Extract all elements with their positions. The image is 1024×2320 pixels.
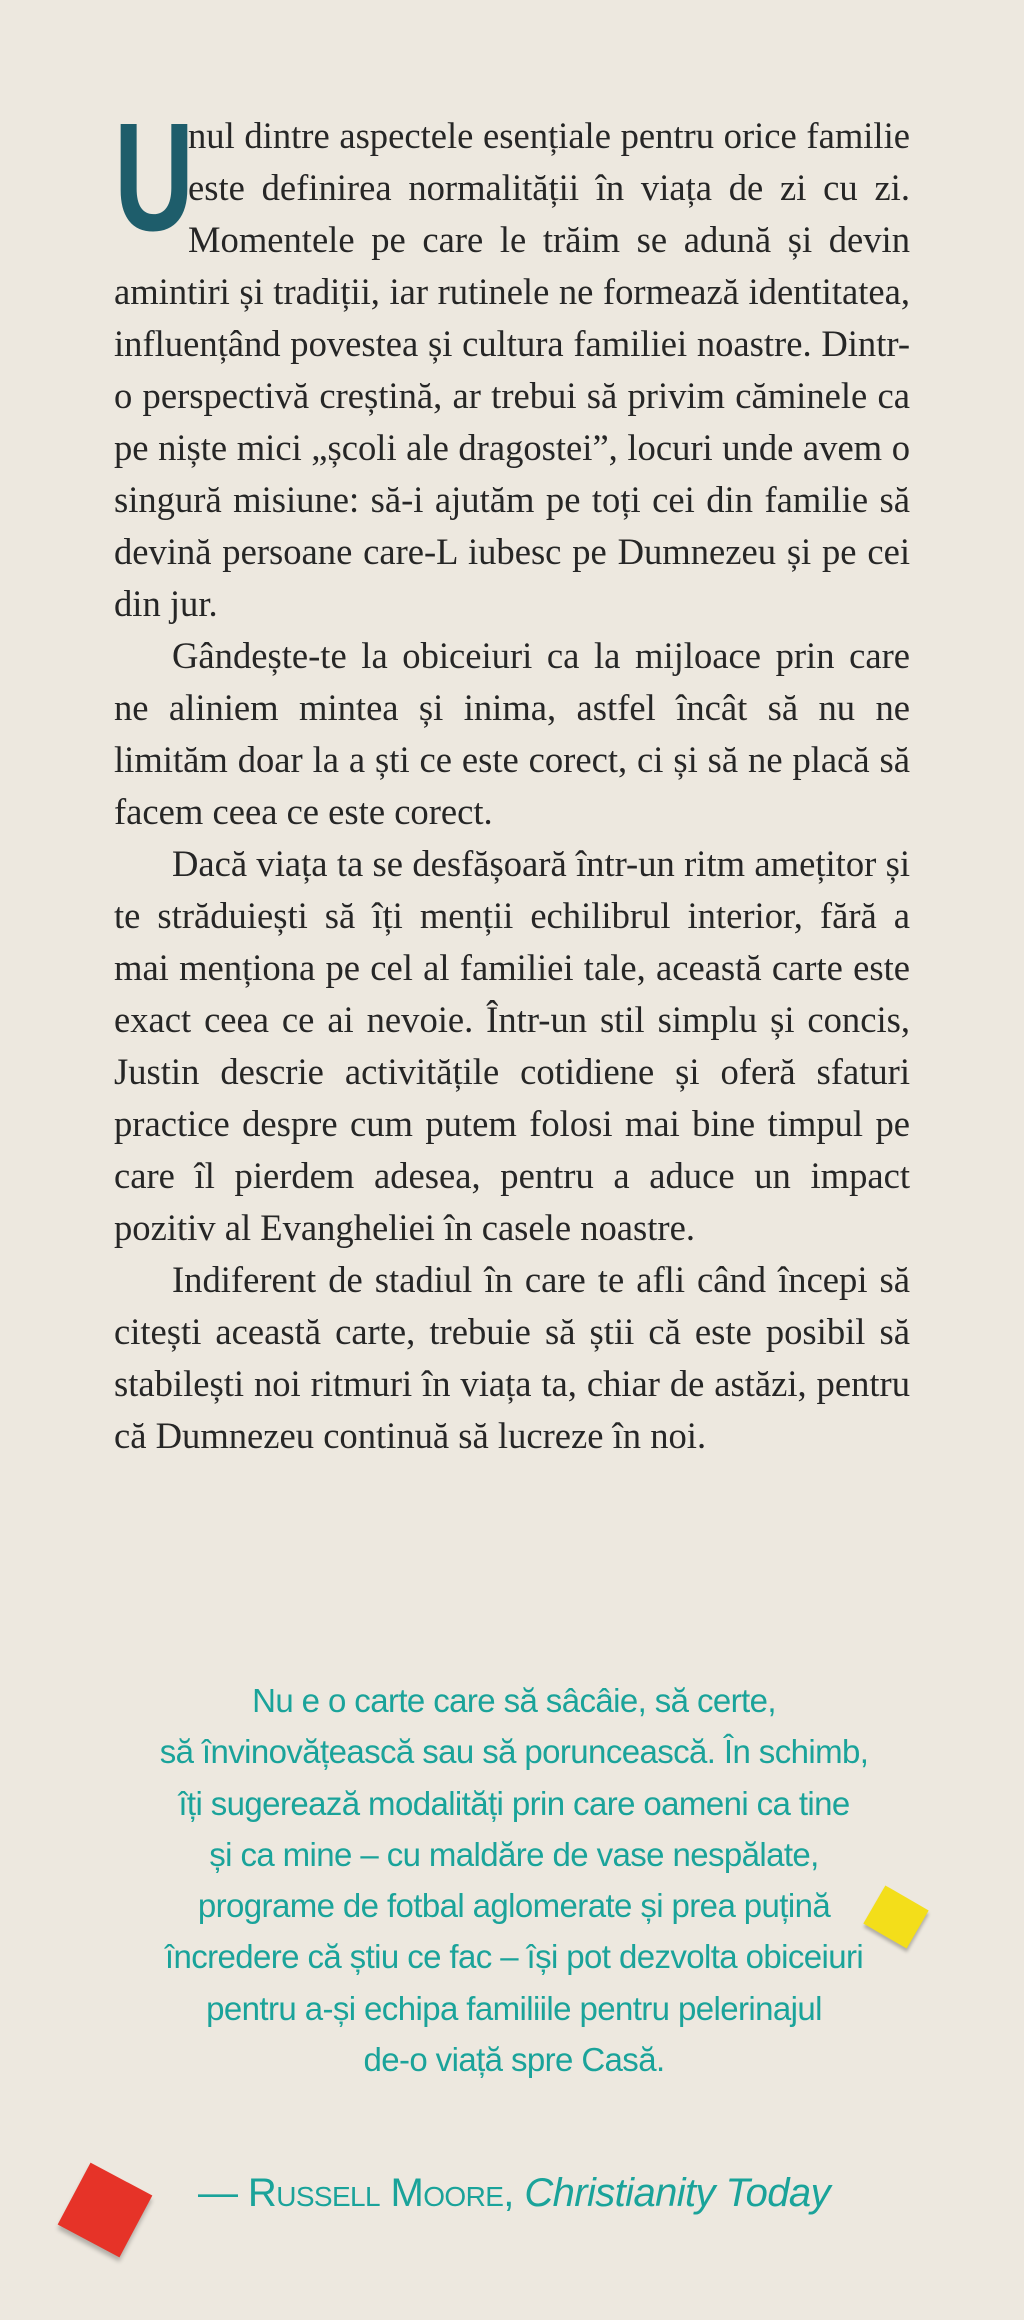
quote-line: și ca mine – cu maldăre de vase nespălate, (209, 1835, 819, 1873)
back-cover-text (114, 91, 910, 1462)
quote-attribution (124, 2165, 904, 2221)
paragraph-2: Gândește-te la obiceiuri ca la mijloace prin care ne aliniem mintea și inima, astfel încât să nu ne limităm doar la a ști ce este corect, ci și să ne placă să facem ceea ce este corect. (114, 635, 910, 832)
dropcap-letter: U (114, 91, 195, 263)
quote-line: Nu e o carte care să sâcâie, să certe, (252, 1682, 776, 1719)
attribution-source: Christianity Today (524, 2171, 830, 2215)
quote-line: de-o viață spre Casă. (363, 2041, 665, 2079)
quote-line: încredere că știu ce fac – își pot dezvolta obiceiuri (164, 1938, 864, 1976)
quote-line: pentru a-și echipa familiile pentru pelerinajul (206, 1989, 822, 2027)
quote-line: să învinovățească sau să poruncească. În schimb, (159, 1733, 869, 1771)
attribution-dash: — (198, 2171, 238, 2215)
paragraph-3: Dacă viața ta se desfășoară într-un ritm amețitor și te străduiești să îți menții echilibrul interior, fără a mai menționa pe cel al familiei tale, această carte este exact ceea ce ai nevoie. Într-un stil simplu și concis, Justin descrie activitățile cotidiene și oferă sfaturi practice despre cum putem folosi mai bine timpul pe care îl pierdem adesea, pentru a aduce un impact pozitiv al Evangheliei în casele noastre. (114, 843, 910, 1248)
quote-line: îți sugerează modalități prin care oameni ca tine (178, 1784, 850, 1822)
paragraph-1 (114, 91, 910, 630)
attribution-separator: , (503, 2171, 514, 2215)
endorsement-quote (124, 1675, 904, 2085)
paragraph-1-text: nul dintre aspectele esențiale pentru orice familie este definirea normalității în viața de zi cu zi. Momentele pe care le trăim se adună și devin amintiri și tradiții, iar rutinele ne formează identitatea, influențând povestea și cultura familiei noastre. Dintr-o perspectivă creștină, ar trebui să privim căminele ca pe niște mici „școli ale dragostei”, locuri unde avem o singură misiune: să-i ajutăm pe toți cei din familie să devină persoane care-L iubesc pe Dumnezeu și pe cei din jur. (114, 115, 910, 624)
quote-line: programe de fotbal aglomerate și prea puțină (197, 1887, 831, 1925)
attribution-author: Russell Moore (247, 2171, 504, 2215)
paragraph-4: Indiferent de stadiul în care te afli când începi să citești această carte, trebuie să știi că este posibil să stabilești noi ritmuri în viața ta, chiar de astăzi, pentru că Dumnezeu continuă să lucreze în noi. (114, 1259, 910, 1456)
